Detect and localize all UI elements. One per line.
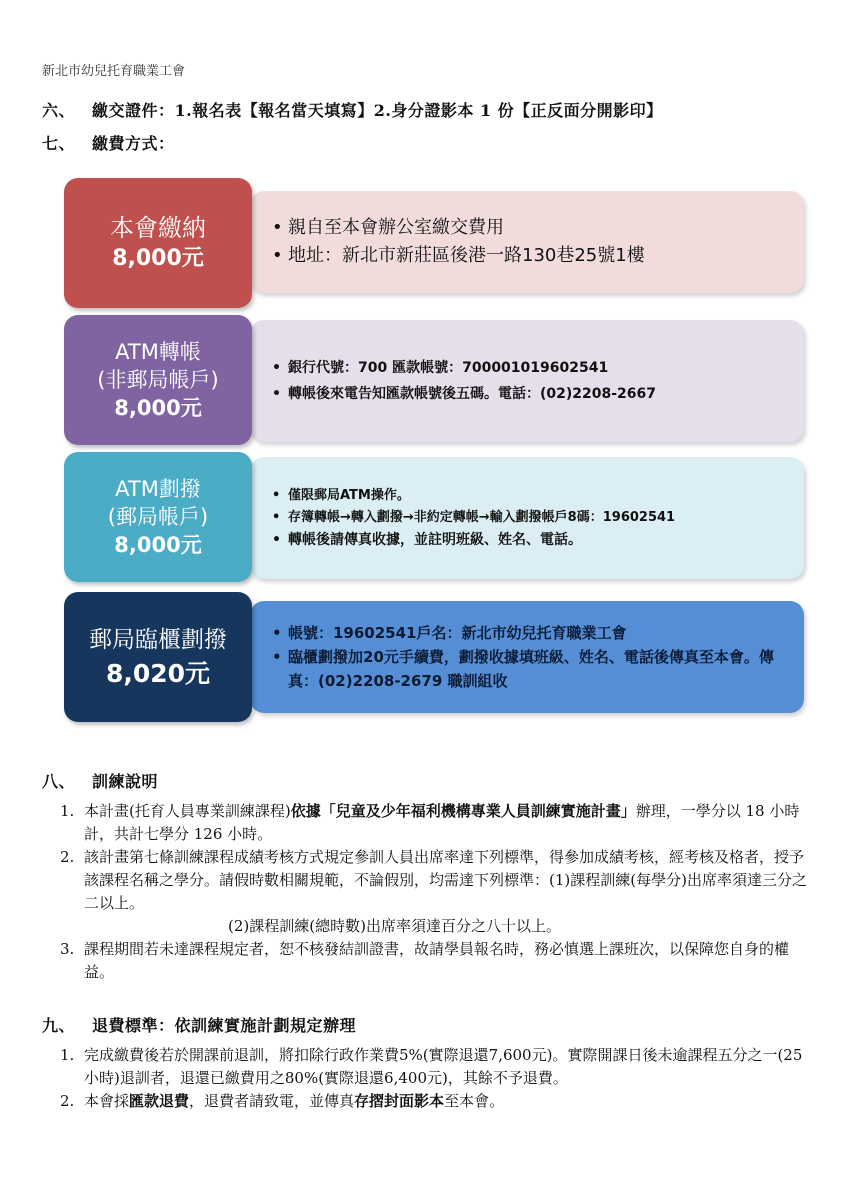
detail-line: • 臨櫃劃撥加20元手續費，劃撥收據填班級、姓名、電話後傳真至本會。傳真：(02)2208-2679 職訓組收 [272,645,784,693]
payment-amount: 8,020元 [105,659,211,688]
payment-title: ATM轉帳 [115,340,201,364]
item-emphasis: 依據「兒童及少年福利機構專業人員訓練實施計畫」 [290,802,636,820]
detail-line: • 帳號：19602541戶名：新北市幼兒托育職業工會 [272,621,784,645]
page-header: 新北市幼兒托育職業工會 [42,64,186,79]
item-text: 辦理，一學分以 18 小時計，共計七學分 126 小時。 [84,802,800,843]
list-item [60,1090,811,1113]
payment-box [64,452,252,582]
detail-line: • 親自至本會辦公室繳交費用 [272,214,804,242]
section-9 [42,1013,356,1036]
list-item [60,800,811,846]
payment-details [250,191,804,293]
list-item [60,846,811,938]
item-number: 1. [60,1046,75,1064]
payment-box [64,592,252,722]
item-text: 完成繳費後若於開課前退訓，將扣除行政作業費5%(實際退還7,600元)。實際開課日後未逾課程五分之一(25小時)退訓者，退還已繳費用之80%(實際退還6,400元)，其餘不予退費。 [84,1046,803,1087]
training-notes [60,800,811,984]
item-number: 2. [60,1092,75,1110]
section-number: 六、 [42,101,76,120]
section-title: 訓練說明 [92,772,159,791]
detail-line: • 僅限郵局ATM操作。 [272,485,714,507]
payment-box [64,315,252,445]
payment-details [250,601,804,713]
section-text: 繳交證件：1.報名表【報名當天填寫】2.身分證影本 1 份【正反面分開影印】 [92,101,663,120]
detail-line: • 銀行代號：700 匯款帳號：700001019602541 [272,355,804,381]
payment-method-atm-transfer [64,315,804,445]
section-number: 九、 [42,1016,76,1035]
payment-method-postal-counter [64,592,804,722]
payment-subtitle: (非郵局帳戶) [97,368,219,392]
payment-details [250,457,804,579]
payment-amount: 8,000元 [112,246,204,271]
payment-title: ATM劃撥 [115,477,201,501]
payment-details [250,320,804,442]
payment-method-atm-postal [64,452,804,582]
item-text: 本會採 [84,1092,130,1110]
item-text: ，退費者請致電，並傳真 [189,1092,355,1110]
item-emphasis: 存摺封面影本 [354,1092,445,1110]
refund-notes [60,1044,811,1113]
section-7 [42,131,175,154]
section-number: 八、 [42,772,76,791]
item-number: 3. [60,940,75,958]
section-text: 繳費方式： [92,134,175,153]
detail-line: • 存簿轉帳→轉入劃撥→非約定轉帳→輸入劃撥帳戶8碼：19602541 [272,507,714,529]
payment-box [64,178,252,308]
item-text: 至本會。 [444,1092,505,1110]
item-text: 該計畫第七條訓練課程成績考核方式規定參訓人員出席率達下列標準，得參加成績考核，經考核及格者，授予該課程名稱之學分。請假時數相關規範，不論假別，均需達下列標準：(1)課程訓練(每學分)出席率須達三分之二以上。 [84,848,807,912]
payment-title: 本會繳納 [110,214,206,242]
item-text: 本計畫(托育人員專業訓練課程) [84,802,291,820]
item-emphasis: 匯款退費 [129,1092,190,1110]
detail-line: • 轉帳後請傳真收據，並註明班級、姓名、電話。 [272,529,714,551]
item-number: 2. [60,848,75,866]
section-title: 退費標準：依訓練實施計劃規定辦理 [92,1016,357,1035]
list-item [60,1044,811,1090]
payment-subtitle: (郵局帳戶) [107,505,209,529]
section-6 [42,98,663,121]
section-number: 七、 [42,134,76,153]
detail-line: • 轉帳後來電告知匯款帳號後五碼。電話：(02)2208-2667 [272,381,804,407]
payment-title: 郵局臨櫃劃撥 [89,627,227,653]
item-number: 1. [60,802,75,820]
payment-amount: 8,000元 [114,396,202,420]
detail-line: • 地址：新北市新莊區後港一路130巷25號1樓 [272,242,804,270]
payment-amount: 8,000元 [114,533,202,557]
payment-method-office [64,178,804,308]
item-text: 課程期間若未達課程規定者，恕不核發結訓證書，故請學員報名時，務必慎選上課班次，以保障您自身的權益。 [84,940,790,981]
section-8 [42,769,158,792]
list-item [60,938,811,984]
item-subtext: (2)課程訓練(總時數)出席率須達百分之八十以上。 [228,917,561,935]
